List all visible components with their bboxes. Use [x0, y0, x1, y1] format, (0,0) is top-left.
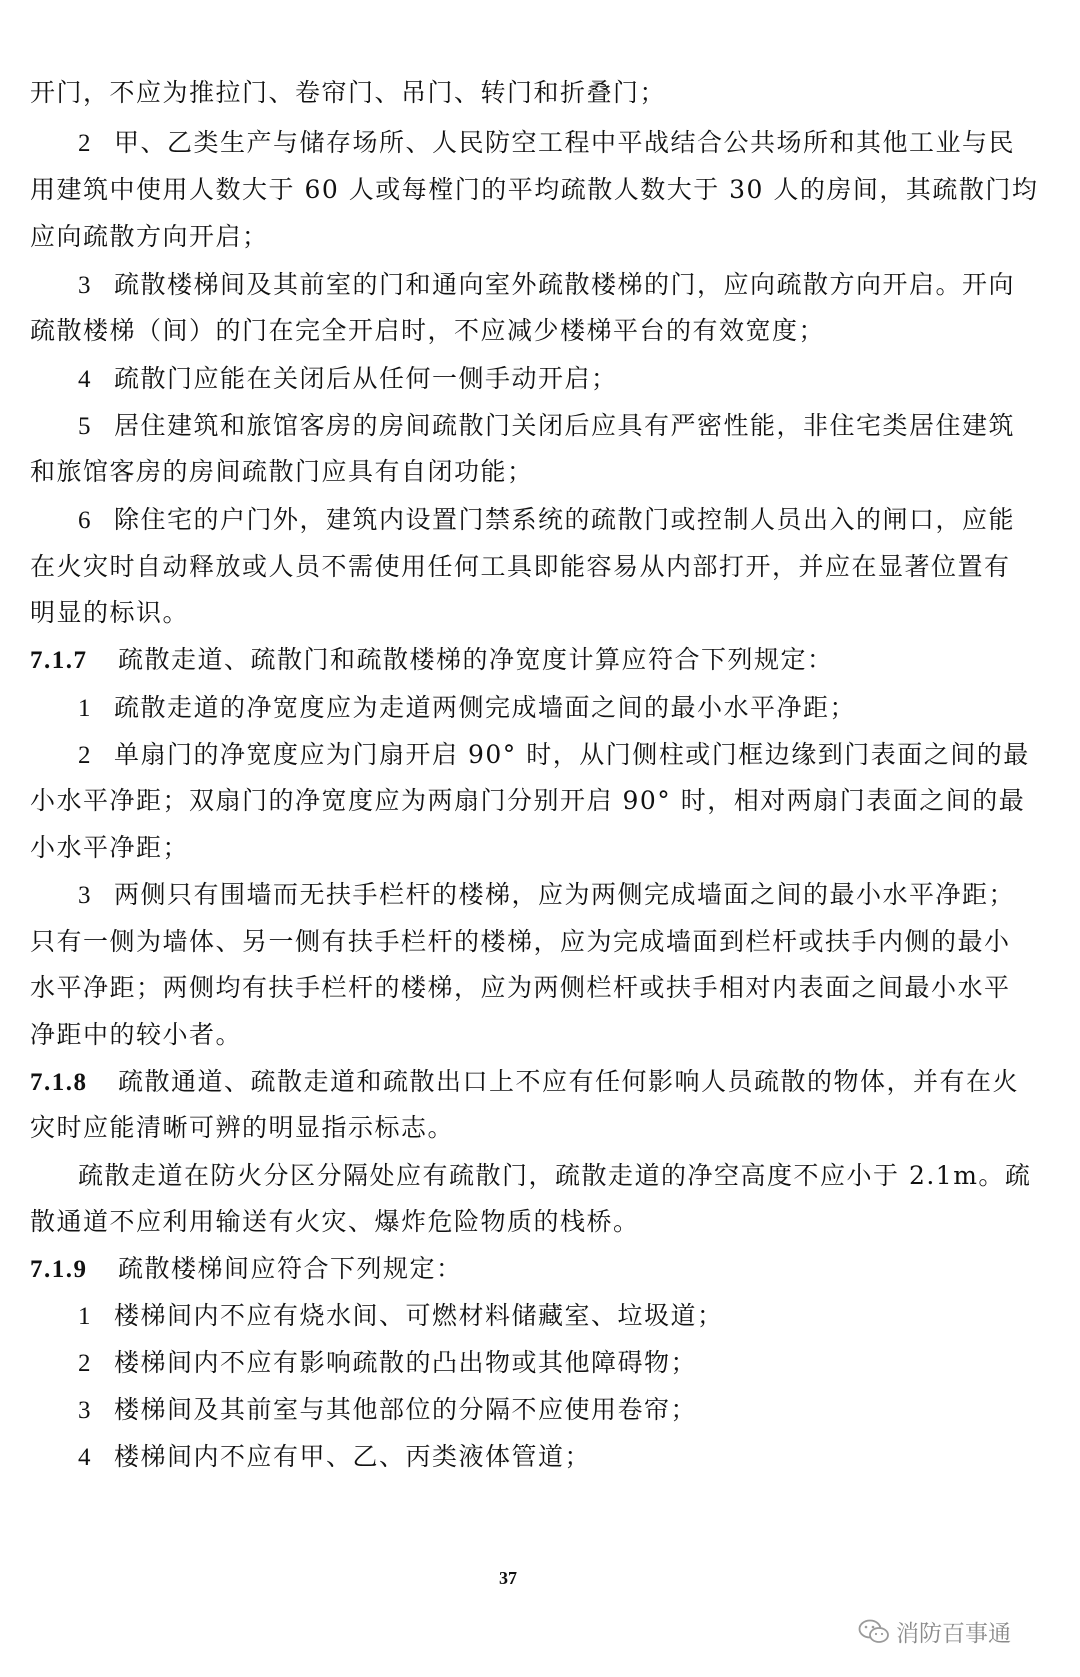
text-line: 灾时应能清晰可辨的明显指示标志。 — [30, 1113, 455, 1142]
text-line: 开门，不应为推拉门、卷帘门、吊门、转门和折叠门； — [30, 78, 667, 107]
section-clause: 7.1.9 疏散楼梯间应符合下列规定： — [30, 1254, 463, 1283]
text-line: 应向疏散方向开启； — [30, 222, 269, 251]
text-line: 和旅馆客房的房间疏散门应具有自闭功能； — [30, 457, 534, 486]
item-number: 2 — [78, 742, 92, 769]
item-number: 3 — [78, 272, 92, 299]
text-line: 在火灾时自动释放或人员不需使用任何工具即能容易从内部打开，并应在显著位置有 — [30, 552, 1011, 581]
page-number: 37 — [499, 1568, 517, 1588]
list-item: 3 疏散楼梯间及其前室的门和通向室外疏散楼梯的门，应向疏散方向开启。开向 — [78, 270, 1016, 299]
item-number: 6 — [78, 507, 92, 534]
text-line: 疏散楼梯（间）的门在完全开启时，不应减少楼梯平台的有效宽度； — [30, 316, 826, 345]
item-number: 3 — [78, 1397, 92, 1424]
item-number: 2 — [78, 130, 92, 157]
list-item: 5 居住建筑和旅馆客房的房间疏散门关闭后应具有严密性能，非住宅类居住建筑 — [78, 411, 1016, 440]
item-number: 3 — [78, 882, 92, 909]
paragraph: 疏散走道在防火分区分隔处应有疏散门，疏散走道的净空高度不应小于 2.1m。疏 — [78, 1161, 1032, 1190]
text-line: 明显的标识。 — [30, 598, 190, 627]
item-number: 2 — [78, 1350, 92, 1377]
list-item: 2 甲、乙类生产与储存场所、人民防空工程中平战结合公共场所和其他工业与民 — [78, 128, 1016, 157]
list-item: 6 除住宅的户门外，建筑内设置门禁系统的疏散门或控制人员出入的闸口，应能 — [78, 505, 1016, 534]
list-item: 2 单扇门的净宽度应为门扇开启 90° 时，从门侧柱或门框边缘到门表面之间的最 — [78, 740, 1030, 769]
text-line: 小水平净距；双扇门的净宽度应为两扇门分别开启 90° 时，相对两扇门表面之间的最 — [30, 786, 1026, 815]
item-number: 4 — [78, 1444, 92, 1471]
section-clause: 7.1.8 疏散通道、疏散走道和疏散出口上不应有任何影响人员疏散的物体，并有在火 — [30, 1067, 1020, 1096]
section-number: 7.1.7 — [30, 647, 88, 674]
section-number: 7.1.9 — [30, 1256, 88, 1283]
watermark — [858, 1615, 1011, 1648]
list-item: 4 疏散门应能在关闭后从任何一侧手动开启； — [78, 364, 618, 393]
list-item: 2 楼梯间内不应有影响疏散的凸出物或其他障碍物； — [78, 1348, 698, 1377]
text-line: 用建筑中使用人数大于 60 人或每樘门的平均疏散人数大于 30 人的房间，其疏散门均 — [30, 175, 1039, 204]
list-item: 3 两侧只有围墙而无扶手栏杆的楼梯，应为两侧完成墙面之间的最小水平净距； — [78, 880, 1016, 909]
text-line: 只有一侧为墙体、另一侧有扶手栏杆的楼梯，应为完成墙面到栏杆或扶手内侧的最小 — [30, 927, 1011, 956]
item-number: 1 — [78, 1303, 92, 1330]
list-item: 4 楼梯间内不应有甲、乙、丙类液体管道； — [78, 1442, 592, 1471]
section-number: 7.1.8 — [30, 1069, 88, 1096]
text-line: 小水平净距； — [30, 833, 190, 862]
text-line: 散通道不应利用输送有火灾、爆炸危险物质的栈桥。 — [30, 1207, 640, 1236]
text-line: 水平净距；两侧均有扶手栏杆的楼梯，应为两侧栏杆或扶手相对内表面之间最小水平 — [30, 973, 1011, 1002]
item-number: 1 — [78, 695, 92, 722]
watermark-text: 消防百事通 — [896, 1621, 1011, 1647]
list-item: 1 疏散走道的净宽度应为走道两侧完成墙面之间的最小水平净距； — [78, 693, 857, 722]
section-clause: 7.1.7 疏散走道、疏散门和疏散楼梯的净宽度计算应符合下列规定： — [30, 645, 834, 674]
text-line: 净距中的较小者。 — [30, 1020, 243, 1049]
list-item: 3 楼梯间及其前室与其他部位的分隔不应使用卷帘； — [78, 1395, 698, 1424]
item-number: 5 — [78, 413, 92, 440]
item-number: 4 — [78, 366, 92, 393]
wechat-icon — [858, 1619, 890, 1645]
list-item: 1 楼梯间内不应有烧水间、可燃材料储藏室、垃圾道； — [78, 1301, 724, 1330]
